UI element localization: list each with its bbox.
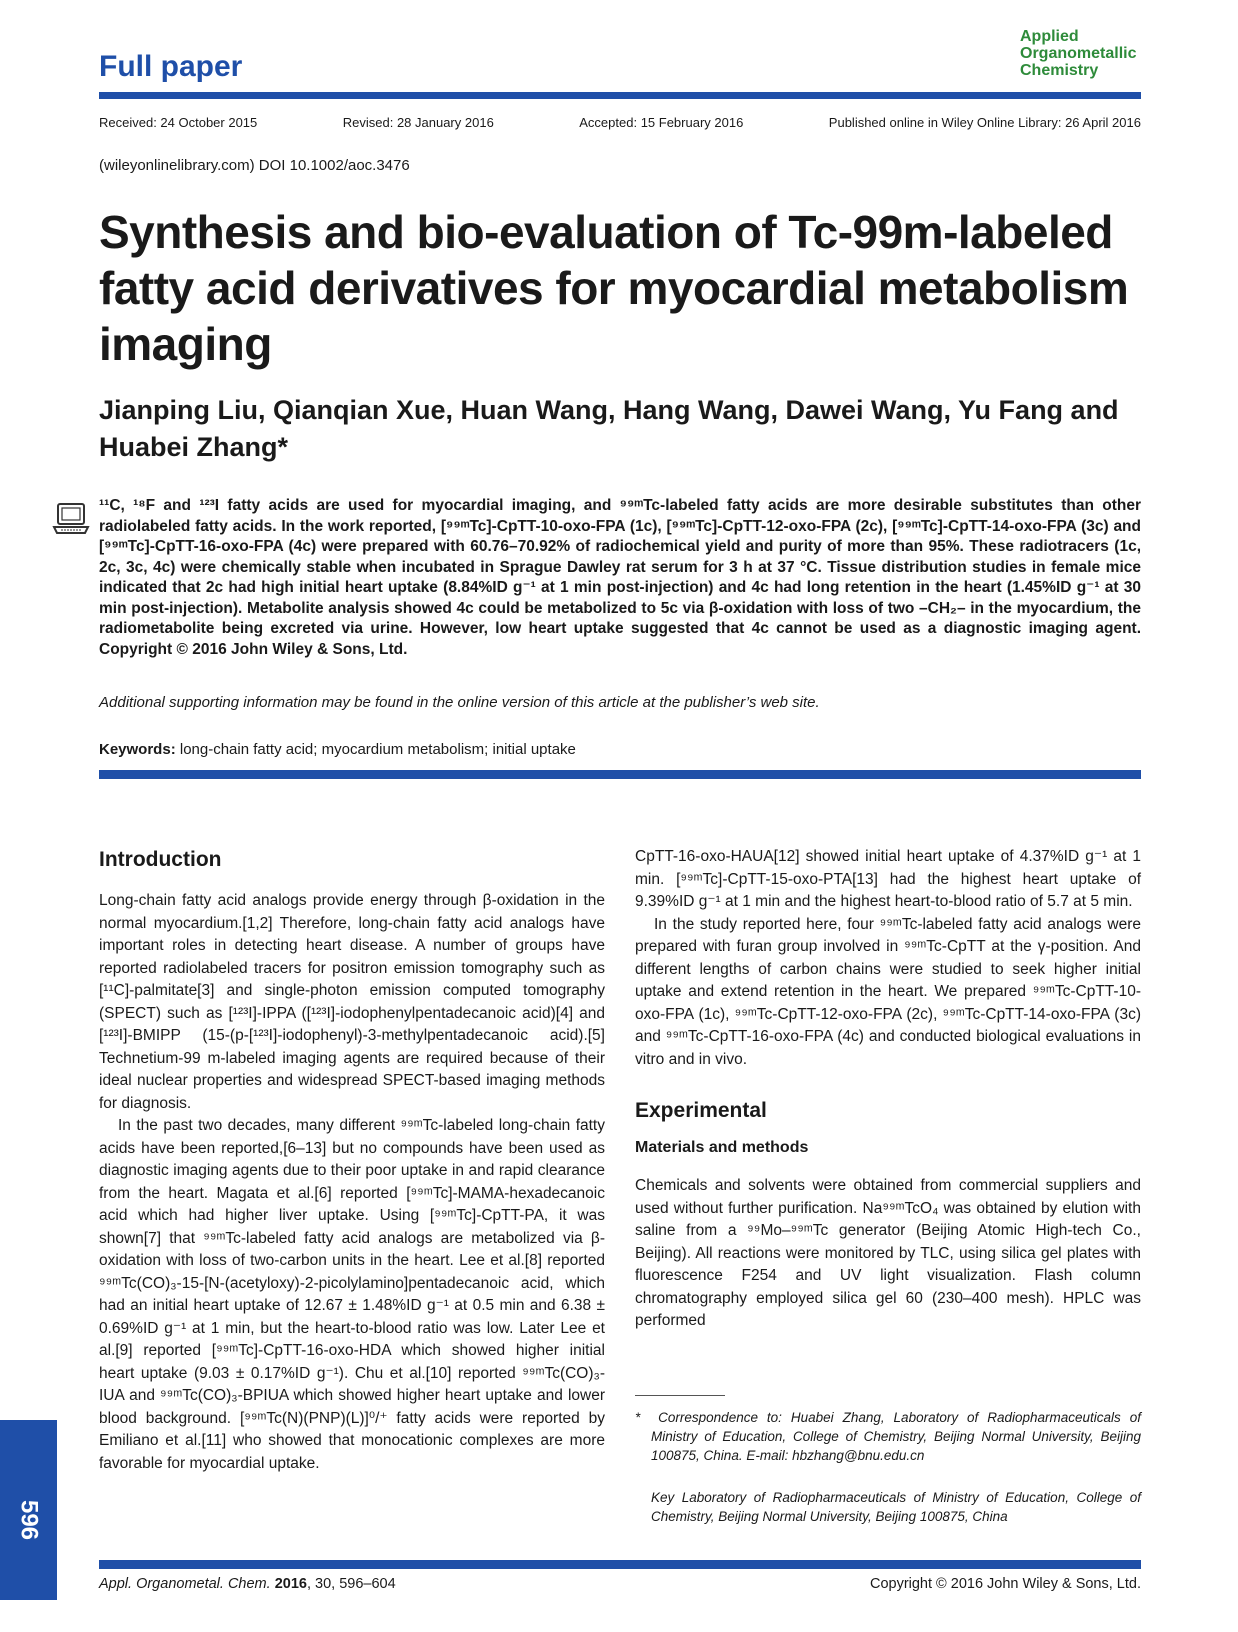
intro-paragraph-3: CpTT-16-oxo-HAUA[12] showed initial heart uptake of 4.37%ID g⁻¹ at 1 min. [⁹⁹ᵐTc]-CpTT-15-oxo-PTA[13] had the highest heart uptake of 9.39%ID g⁻¹ at 1 min and the highest heart-to-blood ratio of 5.7 at 5 min. [635, 848, 1141, 910]
abstract: ¹¹C, ¹⁸F and ¹²³I fatty acids are used for myocardial imaging, and ⁹⁹ᵐTc-labeled fatty acids are more desirable substitutes than other radiolabeled fatty acids. In the work reported, [⁹⁹ᵐTc]-CpTT-10-oxo-FPA (1c), [⁹⁹ᵐTc]-CpTT-12-oxo-FPA (2c), [⁹⁹ᵐTc]-CpTT-14-oxo-FPA (3c) and [⁹⁹ᵐTc]-CpTT-16-oxo-FPA (4c) were prepared with 60.76–70.92% of radiochemical yield and purity of more than 95%. These radiotracers (1c, 2c, 3c, 4c) were chemically stable when incubated in Sprague Dawley rat serum for 3 h at 37 °C. Tissue distribution studies in female mice indicated that 2c had high initial heart uptake (8.84%ID g⁻¹ at 1 min post-injection) and 4c had long retention in the heart (1.45%ID g⁻¹ at 30 min post-injection). Metabolite analysis showed 4c could be metabolized to 5c via β-oxidation with loss of two –CH₂– in the myocardium, the radiometabolite being excreted via urine. However, low heart uptake suggested that 4c cannot be used as a diagnostic imaging agent. Copyright © 2016 John Wiley & Sons, Ltd. [99, 497, 1141, 658]
keywords-list: long-chain fatty acid; myocardium metabolism; initial uptake [179, 741, 576, 758]
left-column [99, 846, 605, 1475]
materials-methods-heading: Materials and methods [635, 1139, 809, 1156]
footer-rule [99, 1560, 1141, 1569]
intro-paragraph-2: In the past two decades, many different ⁹⁹ᵐTc-labeled long-chain fatty acids have been reported,[6–13] but no compounds have been used as diagnostic imaging agents due to their poor uptake in and rapid clearance from the heart. Magata et al.[6] reported [⁹⁹ᵐTc]-MAMA-hexadecanoic acid which had higher liver uptake. Using [⁹⁹ᵐTc]-CpTT-PA, it was shown[7] that ⁹⁹ᵐTc-labeled fatty acid analogs are metabolized via β-oxidation with loss of two-carbon units in the heart. Lee et al.[8] reported ⁹⁹ᵐTc(CO)₃-15-[N-(acetyloxy)-2-picolylamino]pentadecanoic acid, which had an initial heart uptake of 12.67 ± 1.48%ID g⁻¹ at 0.5 min and 6.38 ± 0.69%ID g⁻¹ at 1 min, but the heart-to-blood ratio was low. Later Lee et al.[9] reported [⁹⁹ᵐTc]-CpTT-16-oxo-HDA which showed higher initial heart uptake (9.03 ± 0.17%ID g⁻¹). Chu et al.[10] reported ⁹⁹ᵐTc(CO)₃-IUA and ⁹⁹ᵐTc(CO)₃-BPIUA which showed higher heart uptake and lower blood background. [⁹⁹ᵐTc(N)(PNP)(L)]⁰/⁺ fatty acids were reported by Emiliano et al.[11] who showed that monocationic complexes are more favorable for myocardial uptake. [99, 1117, 605, 1472]
experimental-paragraph-1: Chemicals and solvents were obtained from commercial suppliers and used without further purification. Na⁹⁹ᵐTcO₄ was obtained by elution with saline from a ⁹⁹Mo–⁹⁹ᵐTc generator (Beijing Atomic High-tech Co., Beijing). All reactions were monitored by TLC, using silica gel plates with fluorescence F254 and UV light visualization. Flash column chromatography employed silica gel 60 (230–400 mesh). HPLC was performed [635, 1177, 1141, 1329]
logo-line-2: Organometallic [1020, 45, 1137, 62]
page-number: 596 [15, 1499, 43, 1541]
laptop-icon [52, 502, 90, 536]
article-dates [99, 115, 1141, 130]
journal-logo [1020, 28, 1136, 79]
keywords [99, 741, 1141, 758]
citation-volume-pages: , 30, 596–604 [306, 1576, 396, 1592]
received-date: Received: 24 October 2015 [99, 115, 258, 130]
header-rule [99, 92, 1141, 99]
journal-abbrev: Appl. Organometal. Chem. [99, 1576, 271, 1592]
supporting-info: Additional supporting information may be found in the online version of this article at the publisher’s web site. [99, 694, 820, 711]
affiliation-footnote: Key Laboratory of Radiopharmaceuticals of Ministry of Education, College of Chemistry, Beijing Normal University, Beijing 100875, China [651, 1490, 1141, 1524]
intro-paragraph-4: In the study reported here, four ⁹⁹ᵐTc-labeled fatty acid analogs were prepared with furan group involved in ⁹⁹ᵐTc-CpTT at the γ-position. And different lengths of carbon chains were studied to seek higher initial uptake and extend retention in the heart. We prepared ⁹⁹ᵐTc-CpTT-10-oxo-FPA (1c), ⁹⁹ᵐTc-CpTT-12-oxo-FPA (2c), ⁹⁹ᵐTc-CpTT-14-oxo-FPA (3c) and ⁹⁹ᵐTc-CpTT-16-oxo-FPA (4c) and conducted biological evaluations in vitro and in vivo. [635, 915, 1141, 1068]
experimental-heading: Experimental [635, 1099, 767, 1122]
intro-paragraph-1: Long-chain fatty acid analogs provide energy through β-oxidation in the normal myocardium.[1,2] Therefore, long-chain fatty acid analogs have important roles in detecting heart disease. A number of groups have reported radiolabeled tracers for positron emission tomography such as [¹¹C]-palmitate[3] and single-photon emission computed tomography (SPECT) such as [¹²³I]-IPPA ([¹²³I]-iodophenylpentadecanoic acid)[4] and [¹²³I]-BMIPP (15-(p-[¹²³I]-iodophenyl)-3-methylpentadecanoic acid).[5] Technetium-99 m-labeled imaging agents are required because of their ideal nuclear properties and widespread SPECT-based imaging methods for diagnosis. [99, 892, 605, 1112]
footer-copyright: Copyright © 2016 John Wiley & Sons, Ltd. [869, 1576, 1141, 1592]
author-list: Jianping Liu, Qianqian Xue, Huan Wang, Hang Wang, Dawei Wang, Yu Fang and Huabei Zhang* [99, 395, 1119, 462]
citation-year: 2016 [274, 1576, 307, 1592]
footnote-marker: * [635, 1410, 641, 1425]
article-title: Synthesis and bio-evaluation of Tc-99m-labeled fatty acid derivatives for myocardial metabolism imaging [99, 206, 1129, 370]
keywords-label: Keywords: [99, 741, 176, 758]
correspondence-footnote [635, 1408, 1141, 1465]
logo-line-3: Chemistry [1020, 62, 1099, 79]
abstract-rule [99, 770, 1141, 779]
revised-date: Revised: 28 January 2016 [342, 115, 494, 130]
logo-line-1: Applied [1020, 28, 1079, 45]
published-date: Published online in Wiley Online Library: 26 April 2016 [828, 115, 1141, 130]
accepted-date: Accepted: 15 February 2016 [579, 115, 744, 130]
correspondence-text: Correspondence to: Huabei Zhang, Laboratory of Radiopharmaceuticals of Ministry of Education, College of Chemistry, Beijing Normal University, Beijing 100875, China. E-mail: hbzhang@bnu.edu.cn [651, 1410, 1141, 1463]
right-column [635, 846, 1141, 1333]
footnote-rule [635, 1395, 725, 1396]
doi-line: (wileyonlinelibrary.com) DOI 10.1002/aoc.3476 [99, 157, 410, 174]
journal-citation [99, 1576, 396, 1592]
introduction-heading: Introduction [99, 848, 222, 871]
section-label: Full paper [99, 50, 243, 83]
